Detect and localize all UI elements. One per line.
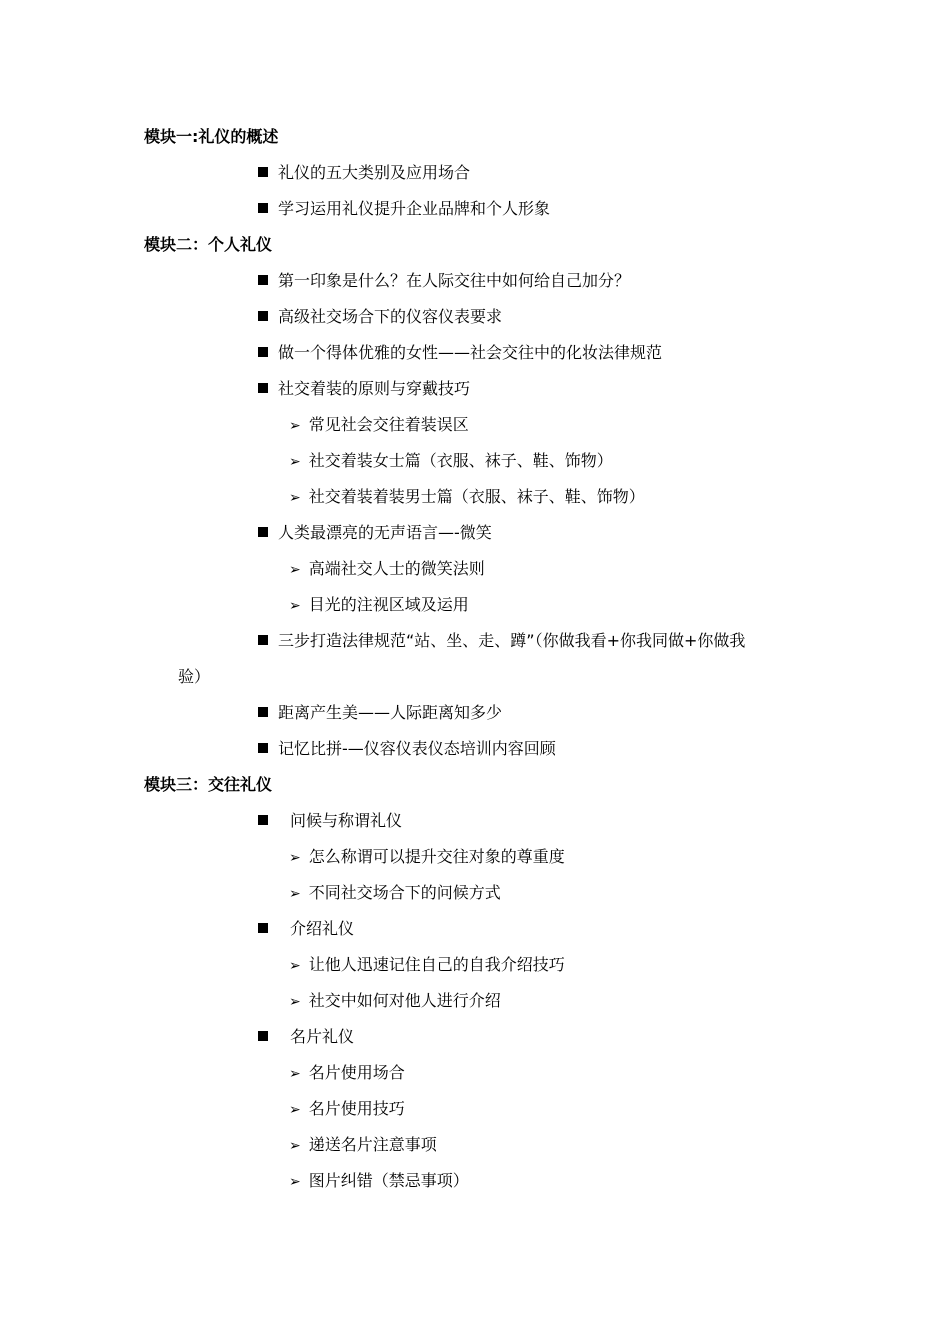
square-bullet-icon xyxy=(258,743,268,753)
sub-list-item: ➢ 常见社会交往着装误区 xyxy=(289,412,469,438)
sub-list-item: ➢ 递送名片注意事项 xyxy=(289,1132,437,1158)
arrow-bullet-icon: ➢ xyxy=(289,958,301,974)
square-bullet-icon xyxy=(258,167,268,177)
list-item: 三步打造法律规范“站、坐、走、蹲”（你做我看+你我同做+你做我 xyxy=(258,628,745,654)
list-item: 做一个得体优雅的女性——社会交往中的化妆法律规范 xyxy=(258,340,662,366)
list-item: 学习运用礼仪提升企业品牌和个人形象 xyxy=(258,196,550,222)
arrow-bullet-icon: ➢ xyxy=(289,886,301,902)
arrow-bullet-icon: ➢ xyxy=(289,1102,301,1118)
square-bullet-icon xyxy=(258,815,268,825)
square-bullet-icon xyxy=(258,347,268,357)
square-bullet-icon xyxy=(258,707,268,717)
arrow-bullet-icon: ➢ xyxy=(289,490,301,506)
sub-list-item: ➢ 社交着装着装男士篇（衣服、袜子、鞋、饰物） xyxy=(289,484,645,510)
list-item: 高级社交场合下的仪容仪表要求 xyxy=(258,304,502,330)
square-bullet-icon xyxy=(258,275,268,285)
square-bullet-icon xyxy=(258,311,268,321)
arrow-bullet-icon: ➢ xyxy=(289,1174,301,1190)
arrow-bullet-icon: ➢ xyxy=(289,562,301,578)
module-1-title: 模块一:礼仪的概述 xyxy=(144,127,279,146)
sub-list-item: ➢ 社交着装女士篇（衣服、袜子、鞋、饰物） xyxy=(289,448,613,474)
arrow-bullet-icon: ➢ xyxy=(289,454,301,470)
square-bullet-icon xyxy=(258,635,268,645)
sub-list-item: ➢ 让他人迅速记住自己的自我介绍技巧 xyxy=(289,952,565,978)
module-2-title: 模块二：个人礼仪 xyxy=(144,235,273,254)
list-item: 第一印象是什么？在人际交往中如何给自己加分？ xyxy=(258,268,630,294)
square-bullet-icon xyxy=(258,1031,268,1041)
sub-list-item: ➢ 高端社交人士的微笑法则 xyxy=(289,556,485,582)
list-item: 社交着装的原则与穿戴技巧 xyxy=(258,376,470,402)
list-item: 礼仪的五大类别及应用场合 xyxy=(258,160,470,186)
sub-list-item: ➢ 名片使用场合 xyxy=(289,1060,405,1086)
sub-list-item: ➢ 名片使用技巧 xyxy=(289,1096,405,1122)
list-item: 人类最漂亮的无声语言—-微笑 xyxy=(258,520,492,546)
list-item: 名片礼仪 xyxy=(258,1024,354,1050)
module-3-title: 模块三：交往礼仪 xyxy=(144,775,273,794)
arrow-bullet-icon: ➢ xyxy=(289,598,301,614)
arrow-bullet-icon: ➢ xyxy=(289,994,301,1010)
list-item: 距离产生美——人际距离知多少 xyxy=(258,700,502,726)
square-bullet-icon xyxy=(258,923,268,933)
sub-list-item: ➢ 不同社交场合下的问候方式 xyxy=(289,880,501,906)
sub-list-item: ➢ 社交中如何对他人进行介绍 xyxy=(289,988,501,1014)
sub-list-item: ➢ 图片纠错（禁忌事项） xyxy=(289,1168,469,1194)
square-bullet-icon xyxy=(258,383,268,393)
sub-list-item: ➢ 怎么称谓可以提升交往对象的尊重度 xyxy=(289,844,565,870)
arrow-bullet-icon: ➢ xyxy=(289,1066,301,1082)
sub-list-item: ➢ 目光的注视区域及运用 xyxy=(289,592,469,618)
list-item: 记忆比拼-—仪容仪表仪态培训内容回顾 xyxy=(258,736,556,762)
list-item: 问候与称谓礼仪 xyxy=(258,808,402,834)
arrow-bullet-icon: ➢ xyxy=(289,1138,301,1154)
list-item-continuation: 验） xyxy=(178,667,211,686)
list-item: 介绍礼仪 xyxy=(258,916,354,942)
arrow-bullet-icon: ➢ xyxy=(289,850,301,866)
square-bullet-icon xyxy=(258,527,268,537)
arrow-bullet-icon: ➢ xyxy=(289,418,301,434)
square-bullet-icon xyxy=(258,203,268,213)
